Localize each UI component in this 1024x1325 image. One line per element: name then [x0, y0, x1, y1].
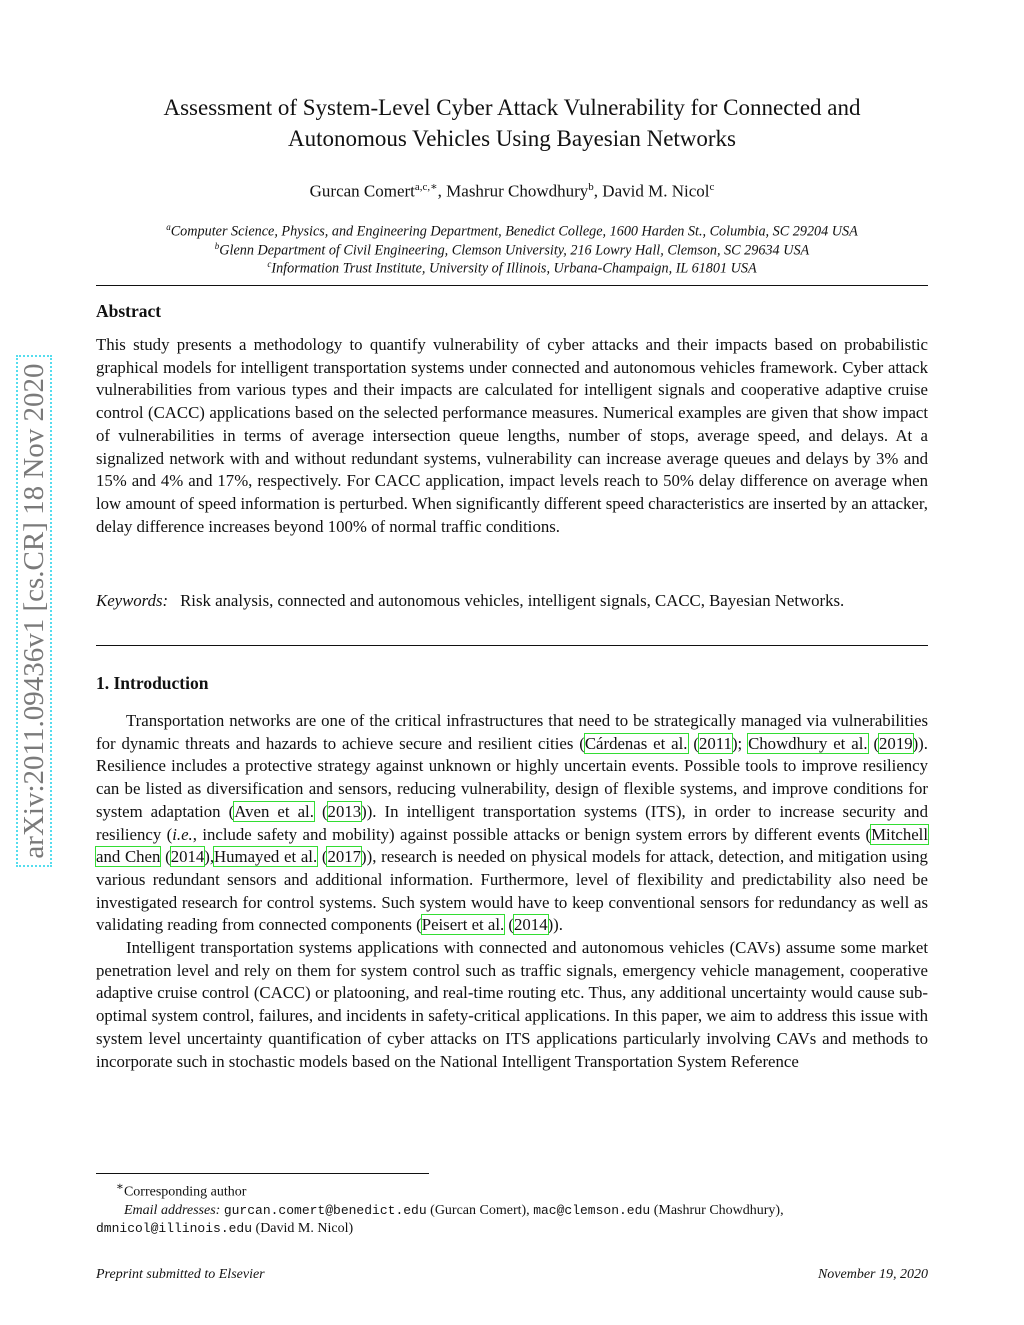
footnote-text: Corresponding author — [123, 1184, 247, 1200]
email-addresses — [96, 1202, 928, 1238]
citation-year-link[interactable]: 2019 — [879, 733, 913, 753]
author-separator: , — [437, 181, 447, 201]
citation-link[interactable]: Cárdenas et al. — [584, 733, 688, 753]
text-run: ); — [731, 733, 749, 753]
text-run: ( — [867, 733, 880, 753]
author-separator: , — [593, 181, 603, 201]
title-line-1: Assessment of System-Level Cyber Attack Vulnerability for Connected and — [163, 95, 861, 120]
section-heading-introduction: 1. Introduction — [96, 673, 209, 693]
text-run: )). Resilience includes a protective strategy against unknown or highly uncertain events. Possible tools to improve resiliency can be listed as diversification and sensors, reducing vulnerability, design of flexible systems, and improve conditions for system adaptation ( — [96, 733, 928, 821]
corresponding-author-note — [96, 1178, 928, 1202]
text-run: , include safety and mobility) against possible attacks or benign system errors by different events ( — [192, 824, 872, 844]
citation-year-link[interactable]: 2017 — [327, 847, 362, 867]
title-line-2: Autonomous Vehicles Using Bayesian Networks — [287, 126, 737, 151]
text-run: ( — [687, 733, 699, 753]
author-affiliation-mark: b — [588, 181, 594, 193]
email-link[interactable]: dmnicol@illinois.edu — [96, 1220, 253, 1236]
author-name: Gurcan Comert — [309, 181, 415, 201]
citation-link[interactable]: Humayed et al. — [214, 847, 318, 867]
citation-link[interactable]: Peisert et al. — [421, 915, 505, 935]
text-run: ( — [317, 847, 328, 867]
preprint-date: November 19, 2020 — [817, 1267, 928, 1282]
affiliation-mark: b — [214, 241, 220, 251]
abstract-text: This study presents a methodology to quantify vulnerability of cyber attacks and their impacts based on probabilistic graphical models for intelligent transportation systems under connected and autonomous vehicles framework. Cyber attack vulnerabilities from various types and their impacts are calculated for intelligent signals and cooperative adaptive cruise control (CACC) applications based on the selected performance measures. Numerical examples are given that show impact of vulnerabilities in terms of average intersection queue lengths, number of stops, average speed, and delays. At a signalized network with and without redundant systems, vulnerability can increase average queues and delays by 3% and 15% and 4% and 17%, respectively. For CACC application, impact levels reach to 50% delay difference on average when low amount of speed information is perturbed. When significantly different speed characteristics are inserted by an attacker, delay difference increases beyond 100% of normal traffic conditions. — [96, 335, 928, 536]
email-owner: (David M. Nicol) — [252, 1220, 354, 1236]
intro-paragraph-2: Intelligent transportation systems applications with connected and autonomous vehicles (CAVs) assume some market penetration level and rely on them for system control such as traffic signals, emergency vehicle management, cooperative adaptive cruise control (CACC) or platooning, and real-time routing etc. Thus, any additional uncertainty would cause sub-optimal system control, failures, and incidents in safety-critical applications. In this paper, we aim to address this issue with system level uncertainty quantification of cyber attacks on ITS applications particularly involving CAVs and methods to incorporate such in stochastic models based on the National Intelligent Transportation System Reference — [96, 938, 928, 1071]
affiliation-mark: a — [166, 222, 171, 232]
intro-body — [96, 710, 928, 1073]
affiliation-c — [0, 255, 1024, 278]
affiliation-text: Information Trust Institute, University of Illinois, Urbana-Champaign, IL 61801 USA — [271, 260, 757, 277]
footnote — [96, 1178, 928, 1238]
citation-year-link[interactable]: 2011 — [698, 733, 732, 753]
citation-year-link[interactable]: 2014 — [170, 847, 205, 867]
keywords-label: Keywords: — [96, 591, 169, 610]
preprint-note: Preprint submitted to Elsevier — [96, 1267, 265, 1282]
text-run: Transportation networks are one of the critical infrastructures that need to be strategically managed via vulnerabilities for dynamic threats and hazards to achieve secure and resilient cities ( — [96, 711, 928, 753]
ie-text: i.e. — [172, 824, 193, 844]
footnote-mark: ∗ — [116, 1180, 124, 1193]
paper-title — [0, 92, 1024, 154]
citation-link[interactable]: Mitchell and Chen — [96, 824, 928, 867]
citation-year-link[interactable]: 2014 — [514, 915, 548, 935]
citation-link[interactable]: Aven et al. — [234, 801, 314, 821]
arxiv-id-link[interactable]: arXiv:2011.09436v1 [cs.CR] 18 Nov 2020 — [16, 355, 52, 866]
text-run: )). — [547, 915, 563, 935]
citation-link[interactable]: Chowdhury et al. — [748, 733, 868, 753]
email-owner: (Mashrur Chowdhury), — [650, 1202, 784, 1218]
author-affiliation-mark: a,c,∗ — [414, 181, 438, 193]
email-link[interactable]: mac@clemson.edu — [533, 1202, 651, 1218]
affiliation-mark: c — [267, 259, 272, 269]
arxiv-stamp — [14, 312, 54, 910]
keywords-text: Risk analysis, connected and autonomous vehicles, intelligent signals, CACC, Bayesian Networks. — [180, 591, 845, 610]
email-label: Email addresses: — [124, 1202, 221, 1218]
text-run: )), research is needed on physical models for attack, detection, and mitigation using various redundant sensors and additional information. Furthermore, level of flexibility and predictability also need be investigated research for control systems. Such system would have to keep conventional sensors for redundancy as well as validating reading from connected components ( — [96, 847, 928, 935]
text-run: ( — [504, 915, 515, 935]
author-affiliation-mark: c — [709, 181, 715, 193]
footnote-rule — [96, 1173, 429, 1174]
abstract-heading: Abstract — [96, 301, 162, 321]
intro-paragraph-1 — [96, 710, 928, 937]
affiliation-text: Computer Science, Physics, and Engineering Department, Benedict College, 1600 Harden St., Columbia, SC 29204 USA — [170, 223, 858, 240]
top-rule — [96, 285, 928, 286]
text-run: ), — [204, 847, 215, 867]
author-name: Mashrur Chowdhury — [446, 181, 589, 201]
author-list — [0, 180, 1024, 202]
keywords — [96, 590, 928, 613]
citation-year-link[interactable]: 2013 — [327, 801, 362, 821]
text-run: ( — [160, 847, 171, 867]
email-link[interactable]: gurcan.comert@benedict.edu — [223, 1202, 427, 1218]
author-name: David M. Nicol — [602, 181, 710, 201]
email-owner: (Gurcan Comert), — [426, 1202, 534, 1218]
text-run: )). In intelligent transportation systems (ITS), in order to increase security and resiliency ( — [96, 801, 928, 844]
text-run: ( — [313, 801, 328, 821]
bottom-rule — [96, 645, 928, 646]
affiliation-text: Glenn Department of Civil Engineering, Clemson University, 216 Lowry Hall, Clemson, SC 29634 USA — [219, 242, 810, 259]
